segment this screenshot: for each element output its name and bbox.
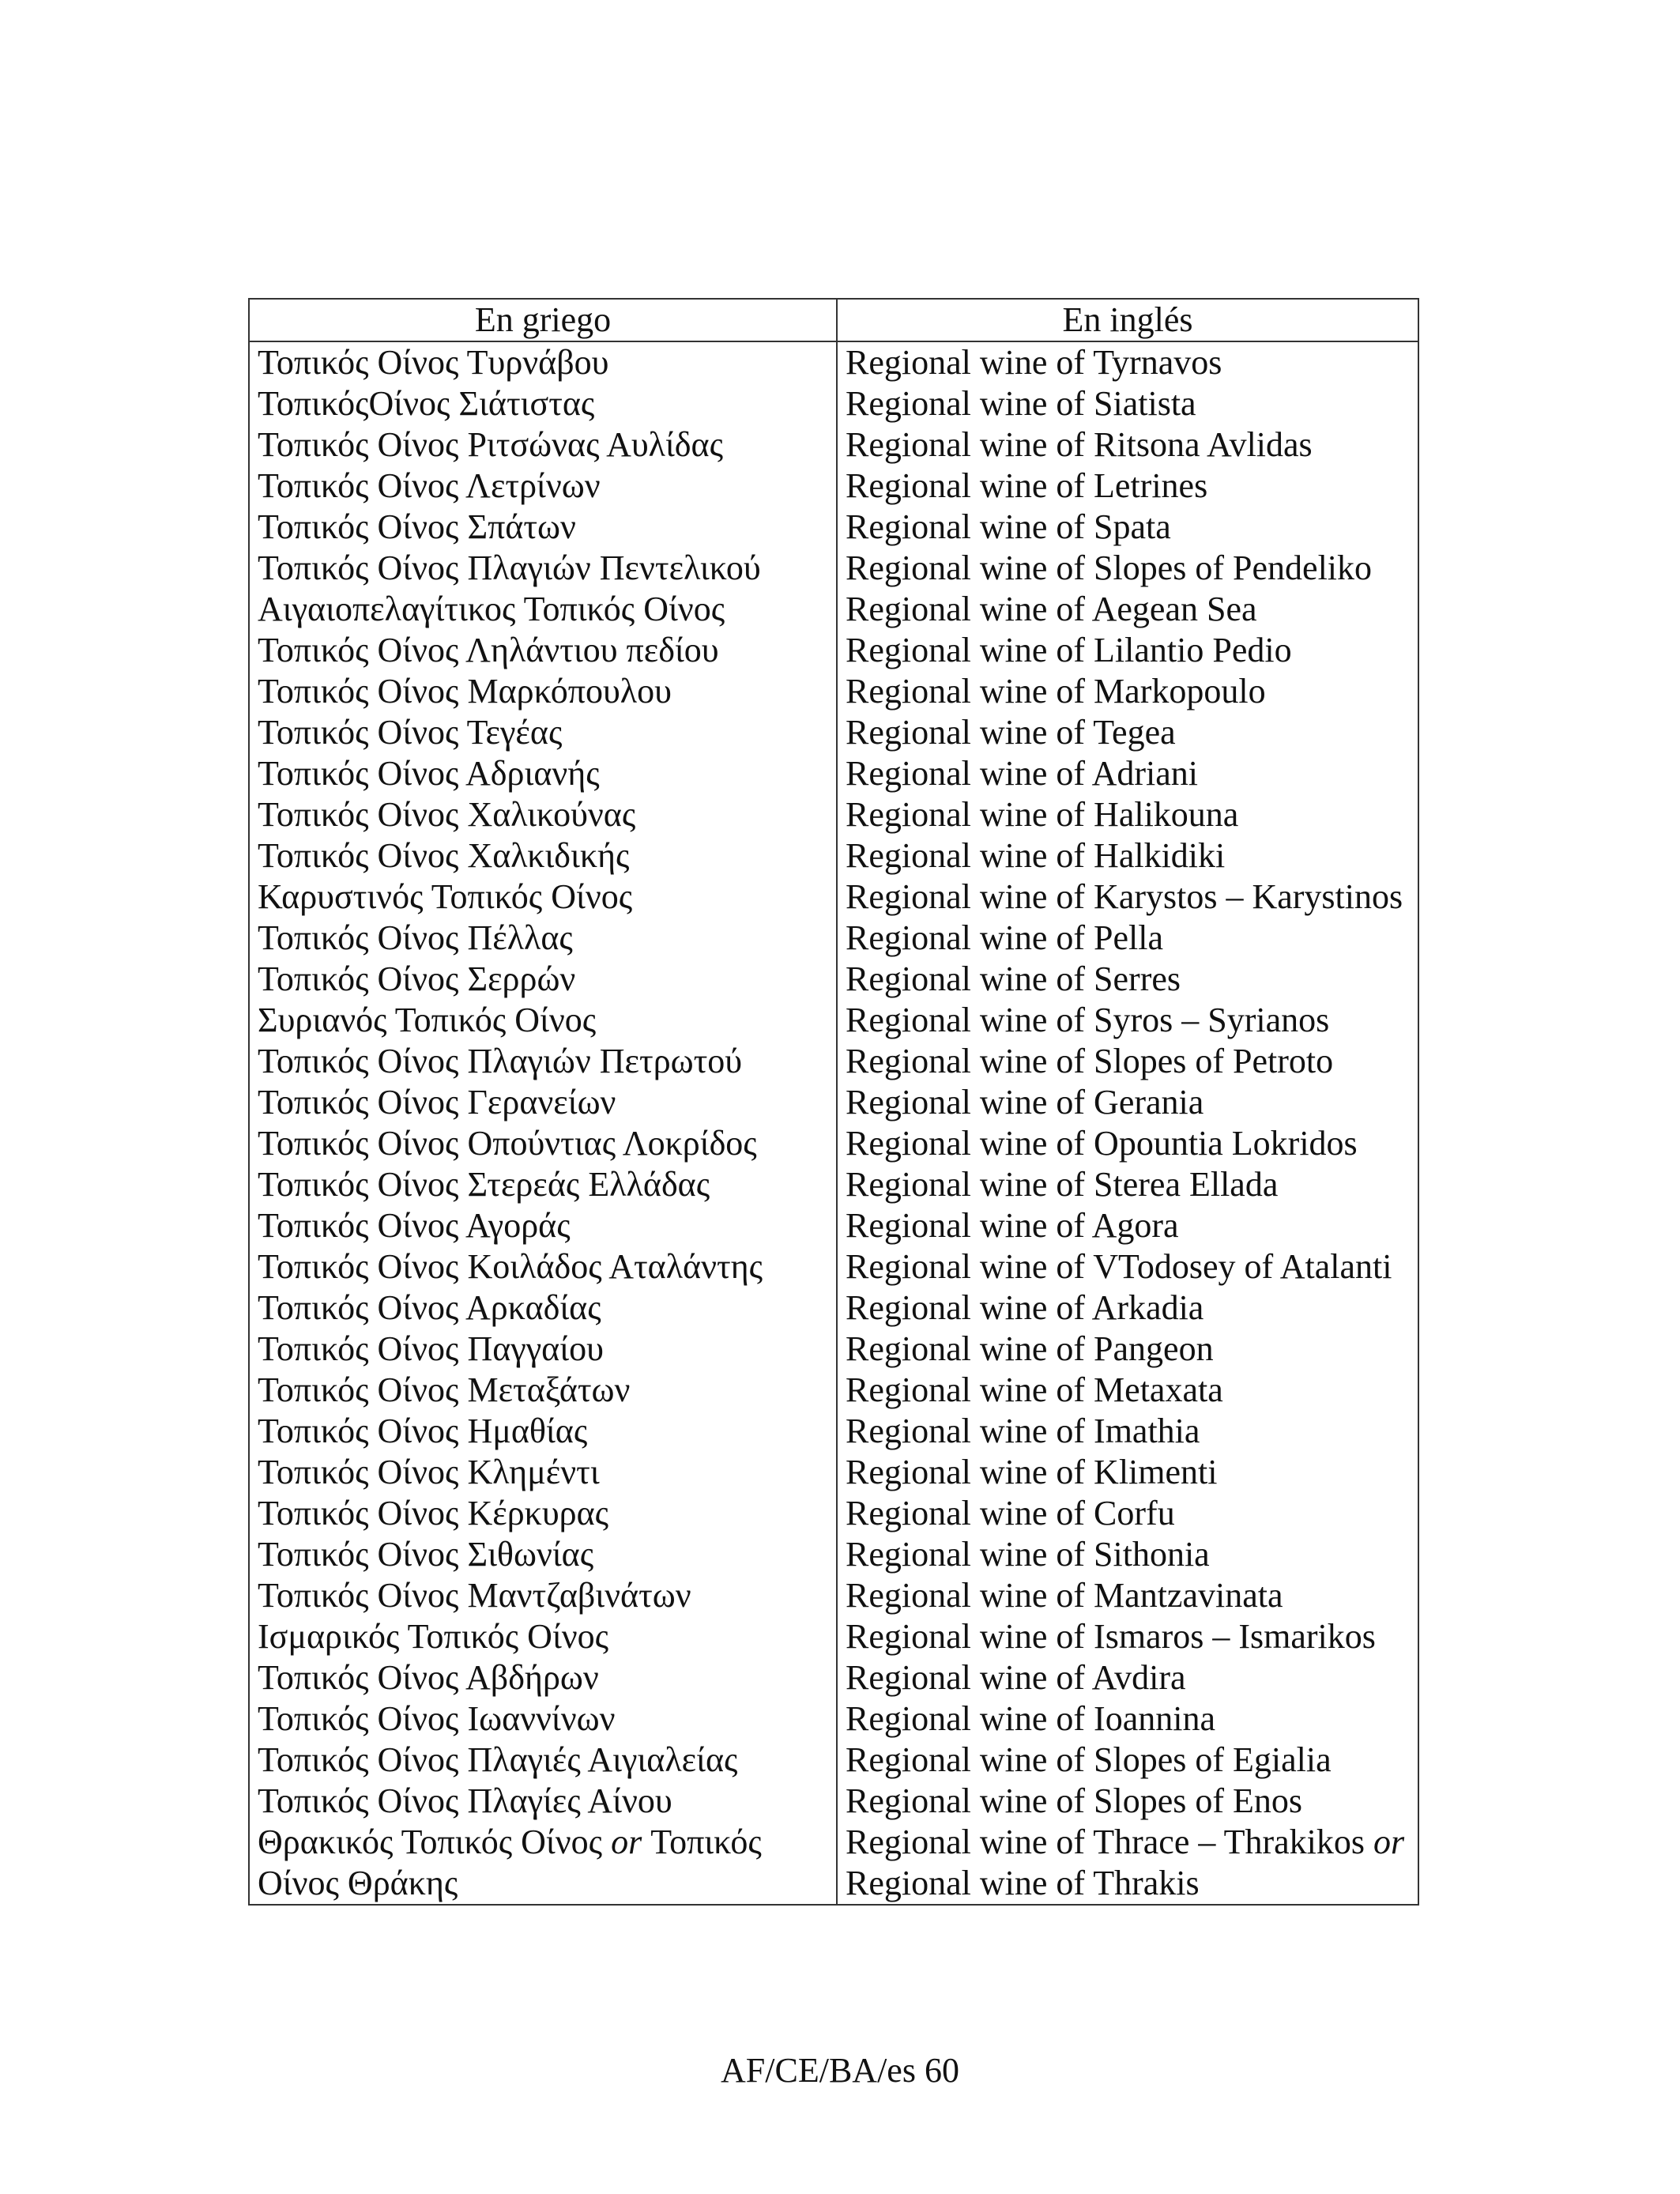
cell-greek: Τοπικός Οίνος Σιθωνίας — [249, 1534, 837, 1575]
cell-english: Regional wine of Slopes of Petroto — [837, 1041, 1418, 1082]
cell-greek: Τοπικός Οίνος Λετρίνων — [249, 466, 837, 507]
cell-english: Regional wine of Mantzavinata — [837, 1575, 1418, 1616]
table-row — [249, 794, 1418, 835]
regional-wine-table — [248, 298, 1419, 1906]
cell-english: Regional wine of Syros – Syrianos — [837, 1000, 1418, 1041]
cell-english: Regional wine of Pella — [837, 918, 1418, 959]
cell-greek: Τοπικός Οίνος Σερρών — [249, 959, 837, 1000]
cell-greek: Τοπικός Οίνος Παγγαίου — [249, 1329, 837, 1370]
header-greek: En griego — [249, 299, 837, 341]
cell-english: Regional wine of Avdira — [837, 1657, 1418, 1698]
cell-english: Regional wine of Lilantio Pedio — [837, 630, 1418, 671]
cell-english: Regional wine of Imathia — [837, 1411, 1418, 1452]
table-row — [249, 1657, 1418, 1698]
table-row — [249, 1781, 1418, 1822]
table-row — [249, 1698, 1418, 1740]
table-row — [249, 753, 1418, 794]
table-row — [249, 959, 1418, 1000]
table-row — [249, 1164, 1418, 1205]
table-row — [249, 1740, 1418, 1781]
table-row — [249, 1041, 1418, 1082]
cell-greek: Τοπικός Οίνος Χαλκιδικής — [249, 835, 837, 876]
table-row — [249, 1616, 1418, 1657]
cell-greek — [249, 1822, 837, 1905]
cell-english: Regional wine of Letrines — [837, 466, 1418, 507]
table-row — [249, 1822, 1418, 1905]
cell-greek: Καρυστινός Τοπικός Οίνος — [249, 876, 837, 918]
cell-english: Regional wine of Ritsona Avlidas — [837, 424, 1418, 466]
cell-english: Regional wine of Markopoulo — [837, 671, 1418, 712]
cell-greek: ΤοπικόςΟίνος Σιάτιστας — [249, 383, 837, 424]
cell-english — [837, 1822, 1418, 1905]
table-row — [249, 1452, 1418, 1493]
table-row — [249, 1370, 1418, 1411]
cell-greek: Τοπικός Οίνος Στερεάς Ελλάδας — [249, 1164, 837, 1205]
cell-english: Regional wine of Metaxata — [837, 1370, 1418, 1411]
cell-english: Regional wine of Sithonia — [837, 1534, 1418, 1575]
table-row — [249, 1534, 1418, 1575]
english-name-part1: Regional wine of Thrace – Thrakikos — [846, 1823, 1365, 1861]
cell-greek: Τοπικός Οίνος Χαλικούνας — [249, 794, 837, 835]
cell-greek: Ισμαρικός Τοπικός Οίνος — [249, 1616, 837, 1657]
cell-greek: Τοπικός Οίνος Ληλάντιου πεδίου — [249, 630, 837, 671]
cell-greek: Τοπικός Οίνος Ιωαννίνων — [249, 1698, 837, 1740]
cell-greek: Τοπικός Οίνος Αδριανής — [249, 753, 837, 794]
table-row — [249, 1575, 1418, 1616]
cell-english: Regional wine of Corfu — [837, 1493, 1418, 1534]
cell-english: Regional wine of Ioannina — [837, 1698, 1418, 1740]
cell-greek: Τοπικός Οίνος Σπάτων — [249, 507, 837, 548]
cell-greek: Τοπικός Οίνος Κοιλάδος Αταλάντης — [249, 1246, 837, 1287]
cell-english: Regional wine of Arkadia — [837, 1287, 1418, 1329]
table-row — [249, 1329, 1418, 1370]
cell-english: Regional wine of Halikouna — [837, 794, 1418, 835]
cell-english: Regional wine of Siatista — [837, 383, 1418, 424]
cell-greek: Τοπικός Οίνος Πλαγιών Πεντελικού — [249, 548, 837, 589]
cell-english: Regional wine of Agora — [837, 1205, 1418, 1246]
table-row — [249, 835, 1418, 876]
page-reference: AF/CE/BA/es 60 — [721, 2051, 959, 2090]
table-row — [249, 1493, 1418, 1534]
cell-greek: Τοπικός Οίνος Ριτσώνας Αυλίδας — [249, 424, 837, 466]
cell-greek: Συριανός Τοπικός Οίνος — [249, 1000, 837, 1041]
table-row — [249, 589, 1418, 630]
cell-english: Regional wine of Halkidiki — [837, 835, 1418, 876]
cell-english: Regional wine of Adriani — [837, 753, 1418, 794]
cell-english: Regional wine of VTodosey of Atalanti — [837, 1246, 1418, 1287]
cell-greek: Τοπικός Οίνος Οπούντιας Λοκρίδος — [249, 1123, 837, 1164]
greek-or: or — [611, 1823, 642, 1861]
cell-english: Regional wine of Opountia Lokridos — [837, 1123, 1418, 1164]
greek-name-part1: Θρακικός Τοπικός Οίνος — [258, 1823, 603, 1861]
cell-english: Regional wine of Tegea — [837, 712, 1418, 753]
cell-greek: Τοπικός Οίνος Τυρνάβου — [249, 341, 837, 383]
cell-greek: Τοπικός Οίνος Αβδήρων — [249, 1657, 837, 1698]
cell-english: Regional wine of Sterea Ellada — [837, 1164, 1418, 1205]
cell-greek: Τοπικός Οίνος Ημαθίας — [249, 1411, 837, 1452]
table-row — [249, 918, 1418, 959]
cell-greek: Τοπικός Οίνος Πλαγιών Πετρωτού — [249, 1041, 837, 1082]
cell-greek: Τοπικός Οίνος Πλαγίες Αίνου — [249, 1781, 837, 1822]
cell-english: Regional wine of Serres — [837, 959, 1418, 1000]
table-body — [249, 341, 1418, 1905]
table-row — [249, 1082, 1418, 1123]
cell-english: Regional wine of Gerania — [837, 1082, 1418, 1123]
table-row — [249, 548, 1418, 589]
table-row — [249, 630, 1418, 671]
cell-greek: Τοπικός Οίνος Μεταξάτων — [249, 1370, 837, 1411]
table-row — [249, 712, 1418, 753]
cell-english: Regional wine of Klimenti — [837, 1452, 1418, 1493]
table-row — [249, 466, 1418, 507]
cell-english: Regional wine of Pangeon — [837, 1329, 1418, 1370]
cell-english: Regional wine of Karystos – Karystinos — [837, 876, 1418, 918]
table-row — [249, 383, 1418, 424]
table-row — [249, 1287, 1418, 1329]
table-row — [249, 876, 1418, 918]
cell-greek: Τοπικός Οίνος Κλημέντι — [249, 1452, 837, 1493]
cell-greek: Τοπικός Οίνος Γερανείων — [249, 1082, 837, 1123]
table-row — [249, 671, 1418, 712]
cell-english: Regional wine of Aegean Sea — [837, 589, 1418, 630]
cell-english: Regional wine of Spata — [837, 507, 1418, 548]
cell-greek: Τοπικός Οίνος Πέλλας — [249, 918, 837, 959]
cell-english: Regional wine of Slopes of Egialia — [837, 1740, 1418, 1781]
table-row — [249, 424, 1418, 466]
header-english: En inglés — [837, 299, 1418, 341]
cell-greek: Τοπικός Οίνος Κέρκυρας — [249, 1493, 837, 1534]
cell-greek: Τοπικός Οίνος Τεγέας — [249, 712, 837, 753]
table-row — [249, 1205, 1418, 1246]
table-row — [249, 341, 1418, 383]
cell-english: Regional wine of Ismaros – Ismarikos — [837, 1616, 1418, 1657]
cell-greek: Τοπικός Οίνος Πλαγιές Αιγιαλείας — [249, 1740, 837, 1781]
english-or: or — [1373, 1823, 1405, 1861]
cell-greek: Τοπικός Οίνος Αρκαδίας — [249, 1287, 837, 1329]
cell-greek: Αιγαιοπελαγίτικος Τοπικός Οίνος — [249, 589, 837, 630]
table-row — [249, 1411, 1418, 1452]
cell-greek: Τοπικός Οίνος Μαντζαβινάτων — [249, 1575, 837, 1616]
english-name-part2: Regional wine of Thrakis — [846, 1864, 1200, 1902]
cell-greek: Τοπικός Οίνος Μαρκόπουλου — [249, 671, 837, 712]
cell-english: Regional wine of Slopes of Pendeliko — [837, 548, 1418, 589]
cell-greek: Τοπικός Οίνος Αγοράς — [249, 1205, 837, 1246]
table-row — [249, 1000, 1418, 1041]
greek-name-part2-a: Τοπικός Οίνος Θράκης — [258, 1823, 762, 1902]
table-row — [249, 1123, 1418, 1164]
table-header-row — [249, 299, 1418, 341]
cell-english: Regional wine of Slopes of Enos — [837, 1781, 1418, 1822]
table-row — [249, 507, 1418, 548]
table-row — [249, 1246, 1418, 1287]
cell-english: Regional wine of Tyrnavos — [837, 341, 1418, 383]
